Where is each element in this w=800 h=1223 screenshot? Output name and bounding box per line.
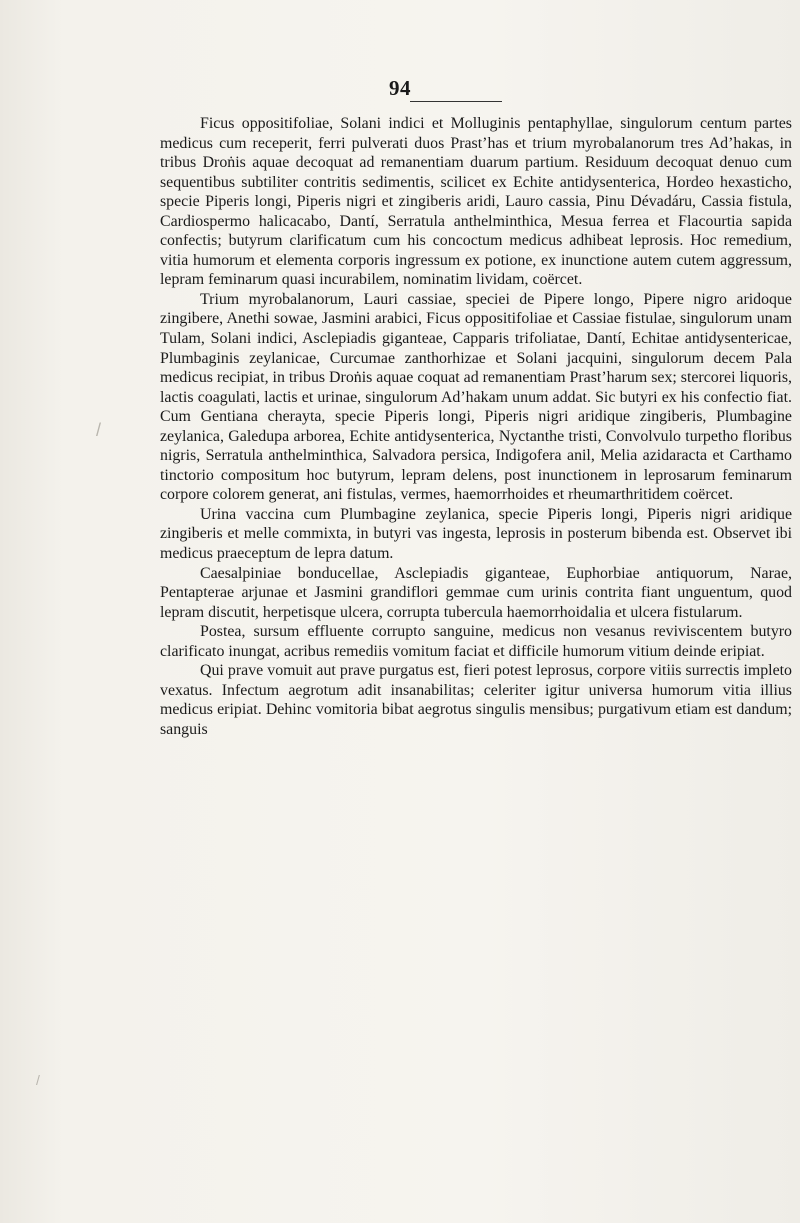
paragraph: Postea, sursum effluente corrupto sanguine, medicus non vesanus reviviscentem butyro clarificato inungat, acribus remediis vomitum faciat et difficile humorum vitium deinde eripiat. bbox=[160, 623, 792, 660]
paragraph: Trium myrobalanorum, Lauri cassiae, speciei de Pipere longo, Pipere nigro aridoque zingibere, Anethi sowae, Jasmini arabici, Ficus oppositifoliae et Cassiae fistulae, singulorum unam Tulam, Solani indici, Asclepiadis giganteae, Capparis trifoliatae, Dantí, Echitae antidysentericae, Plumbaginis zeylanicae, Curcumae zanthorhizae et Solani jacquini, singulorum decem Pala medicus recipiat, in tribus Droṅis aquae coquat ad remanentiam Prast’harum sex; stercorei liquoris, lactis coagulati, lactis et urinae, singulorum Ad’hakam unum addat. Sic butyri ex his confectio fiat. Cum Gentiana cherayta, specie Piperis longi, Piperis nigri aridique zingiberis, Plumbagine zeylanica, Galedupa arborea, Echite antidysenterica, Nyctanthe tristi, Convolvulo turpetho floribus nigris, Serratula anthelminthica, Salvadora persica, Indigofera anil, Melia azidaracta et Carthamo tinctorio compositum hoc butyrum, lepram delens, post inunctionem in leprosarum feminarum corpore colorem generat, ani fistulas, vermes, haemorrhoides et rheumarthritidem coërcet. bbox=[160, 290, 792, 504]
paragraph: Ficus oppositifoliae, Solani indici et Molluginis pentaphyllae, singulorum centum partes medicus cum receperit, ferri pulverati duos Prast’has et trium myrobalanorum tres Ad’hakas, in tribus Droṅis aquae decoquat ad remanentiam duarum partium. Residuum decoquat denuo cum sequentibus subtiliter contritis sedimentis, scilicet ex Echite antidysenterica, Hordeo hexasticho, specie Piperis longi, Piperis nigri et zingiberis aridi, Lauro cassia, Pinu Dévadáru, Cassia fistula, Cardiospermo halicacabo, Dantí, Serratula anthelminthica, Mesua ferrea et Flacourtia sapida confectis; butyrum clarificatum cum his concoctum medicus adhibeat leprosis. Hoc remedium, vitia humorum et elementa corporis ingressum ex potione, ex inunctione autem cutem aggressum, lepram feminarum quasi incurabilem, nominatim lividam, coërcet. bbox=[160, 115, 792, 289]
page-number: 94 bbox=[389, 76, 411, 100]
paragraph: Urina vaccina cum Plumbagine zeylanica, specie Piperis longi, Piperis nigri aridique zingiberis et melle commixta, in butyri vas ingesta, leprosis in posterum bibenda est. Observet ibi medicus praeceptum de lepra datum. bbox=[160, 505, 792, 563]
header-rule bbox=[410, 101, 502, 102]
pencil-mark: / bbox=[36, 1072, 40, 1088]
body-text bbox=[160, 114, 792, 740]
pencil-mark: / bbox=[96, 420, 102, 440]
paragraph: Caesalpiniae bonducellae, Asclepiadis giganteae, Euphorbiae antiquorum, Narae, Pentapterae arjunae et Jasmini grandiflori gemmae cum urinis contrita fiant unguentum, quod lepram discutit, herpetisque ulcera, corrupta tubercula haemorrhoidalia et ulcera fistularum. bbox=[160, 564, 792, 621]
paragraph: Qui prave vomuit aut prave purgatus est, fieri potest leprosus, corpore vitiis surrectis impleto vexatus. Infectum aegrotum adit insanabilitas; celeriter igitur universa humorum vitia illius medicus eripiat. Dehinc vomitoria bibat aegrotus singulis mensibus; purgativum etiam est dandum; sanguis bbox=[160, 662, 792, 738]
